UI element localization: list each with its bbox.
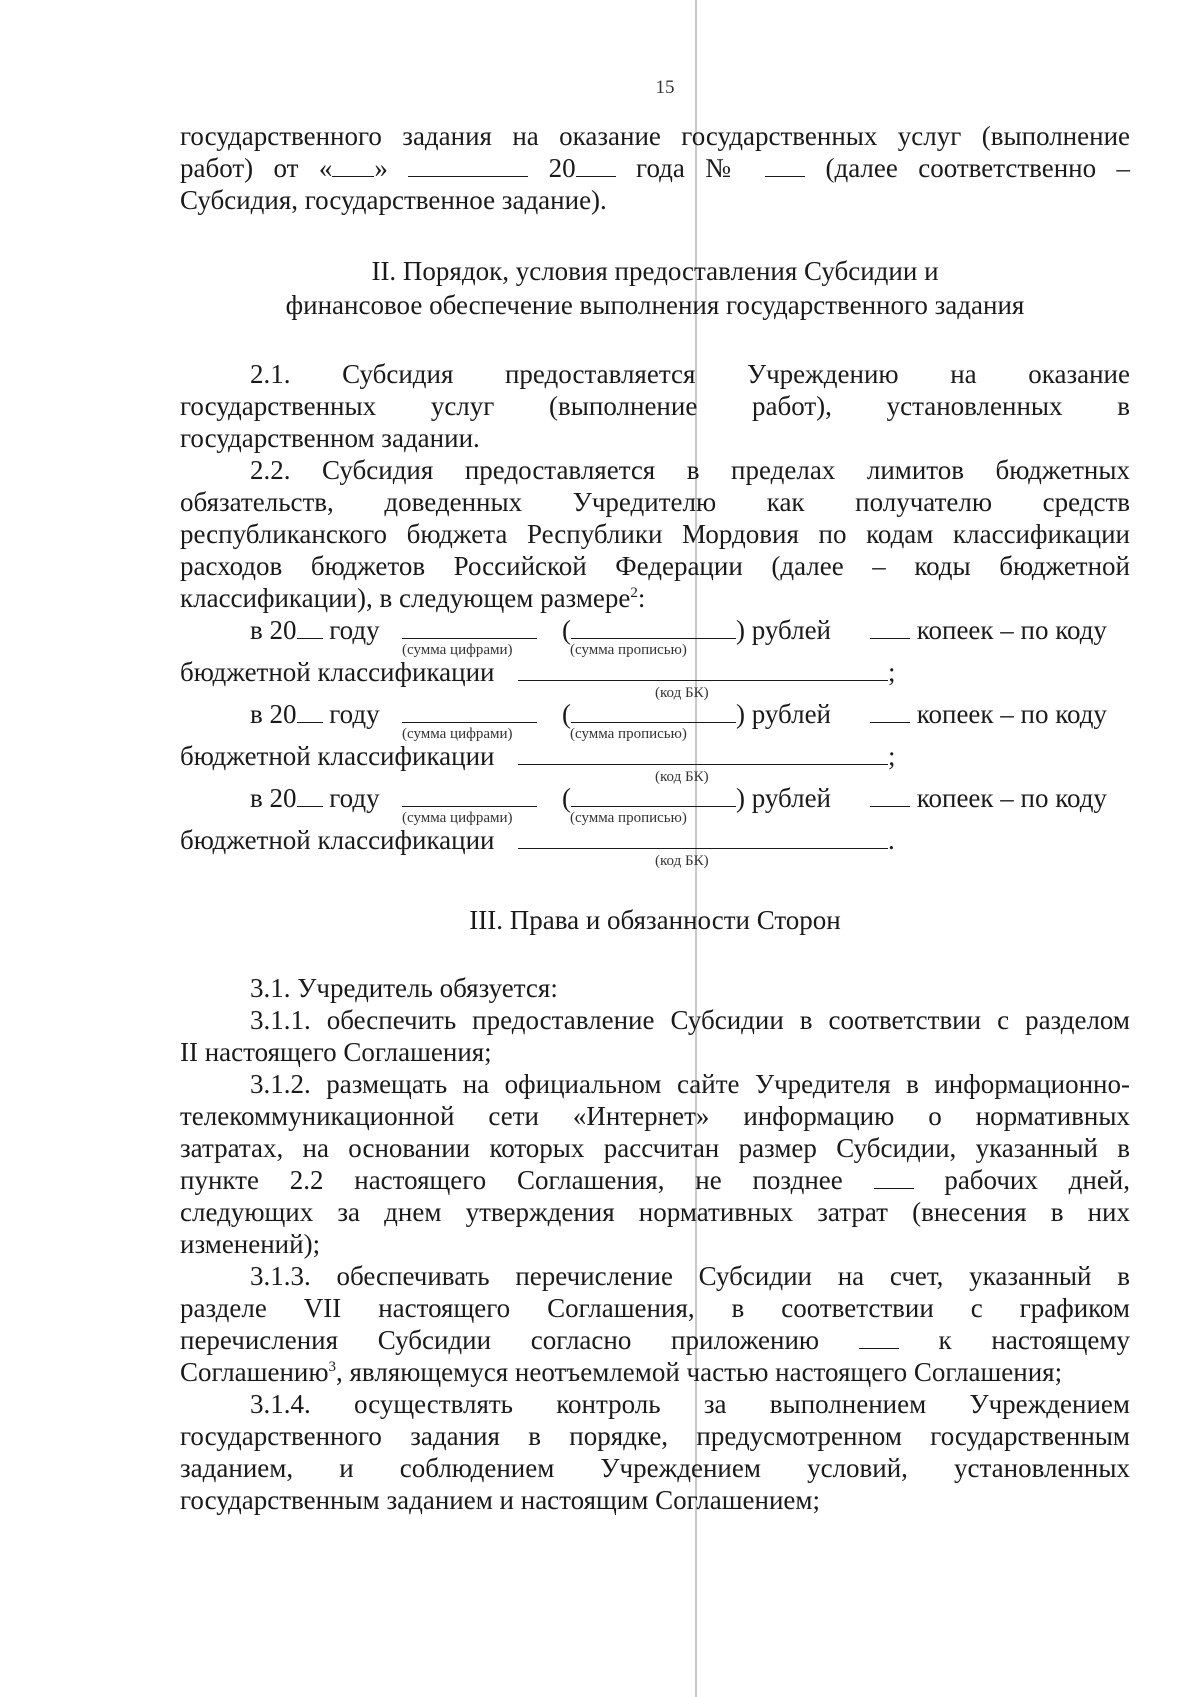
clause-3-1-3-line-3 [180,1324,1130,1356]
text-fragment: . [888,825,895,855]
budget-code-row [180,656,1130,701]
text-fragment: ) рублей [736,699,832,729]
amount-block-3 [180,782,1130,869]
section-2-heading [180,254,1130,322]
amount-block-1 [180,614,1130,701]
clause-3-1-2 [180,1068,1130,1260]
year-blank [576,154,616,177]
clause-2-2-line-5 [180,582,1130,614]
hint-bk-code: (код БК) [655,769,709,785]
text-fragment: классификации), в следующем размере [180,583,631,613]
clause-2-1-line-1: 2.1. Субсидия предоставляется Учреждению на оказание [250,359,1130,389]
clause-3-1-1 [180,1004,1130,1068]
clause-2-1 [180,358,1130,454]
text-fragment: ) рублей [736,783,832,813]
text-fragment: перечисления Субсидии согласно приложению [180,1325,820,1355]
text-fragment: ) рублей [736,615,832,645]
year-blank [297,784,323,807]
clause-3-1-1-line-2: II настоящего Соглашения; [180,1037,492,1067]
section-3-heading: III. Права и обязанности Сторон [469,905,841,935]
text-fragment: , являющемуся неотъемлемой частью настоящего Соглашения; [336,1357,1063,1387]
clause-2-2 [180,454,1130,614]
text-fragment: копеек – по коду [916,615,1107,645]
text-fragment: ( [562,783,571,813]
clause-3-1-4 [180,1388,1130,1516]
bk-label: бюджетной классификации [180,825,495,855]
text-fragment: рабочих дней, [944,1165,1131,1195]
bk-label: бюджетной классификации [180,741,495,771]
text-fragment: : [637,583,646,613]
year-blank [297,616,323,639]
section-2-title-line-1: II. Порядок, условия предоставления Субсидии и [371,256,939,286]
year-label [250,782,380,814]
text-fragment: в 20 [250,615,297,645]
text-fragment: ; [888,657,896,687]
budget-code-row [180,740,1130,785]
clause-2-1-line-2: государственных услуг (выполнение работ), установленных в [180,391,1130,421]
footnote-ref: 3 [328,1359,337,1375]
text-fragment: » [374,153,388,183]
month-blank [408,154,528,177]
sum-digits-blank [402,700,537,723]
page-number: 15 [655,77,675,98]
clause-3-1-3 [180,1260,1130,1388]
clause-3-1-2-line-5: следующих за днем утверждения нормативных затрат (внесения в них [180,1197,1130,1227]
document-body [180,120,1130,1516]
text-fragment: Соглашению [180,1357,329,1387]
section-2-title-line-2: финансовое обеспечение выполнения государственного задания [285,290,1025,320]
kopeks-blank [870,784,910,807]
days-blank [874,1166,914,1189]
year-label [250,614,380,646]
text-fragment: в 20 [250,783,297,813]
clause-3-1: 3.1. Учредитель обязуется: [250,973,558,1003]
intro-line-2 [180,152,1130,184]
hint-sum-words: (сумма прописью) [570,726,687,742]
text-fragment: году [329,783,380,813]
text-fragment: пункте 2.2 настоящего Соглашения, не позднее [180,1165,843,1195]
clause-2-2-line-3: республиканского бюджета Республики Мордовия по кодам классификации [180,519,1130,549]
text-fragment: году [329,699,380,729]
kopeks-blank [870,700,910,723]
clause-3-1-4-line-2: государственного задания в порядке, предусмотренном государственным [180,1421,1130,1451]
text-fragment: копеек – по коду [916,699,1107,729]
hint-bk-code: (код БК) [655,853,709,869]
year-blank [297,700,323,723]
clause-3-1-3-line-2: разделе VII настоящего Соглашения, в соответствии с графиком [180,1293,1130,1323]
hint-sum-digits: (сумма цифрами) [402,726,513,742]
clause-2-2-line-4: расходов бюджетов Российской Федерации (далее – коды бюджетной [180,551,1130,581]
footnote-ref: 2 [630,585,638,601]
intro-line-1: государственного задания на оказание государственных услуг (выполнение [180,121,1130,151]
sum-words-blank [571,784,736,807]
budget-code-row [180,824,1130,869]
clause-3-1-1-line-1: 3.1.1. обеспечить предоставление Субсидии в соответствии с разделом [250,1005,1130,1035]
text-fragment: в 20 [250,699,297,729]
text-fragment: (далее соответственно – [825,153,1131,183]
sum-words-blank [571,700,736,723]
intro-line-3: Субсидия, государственное задание). [180,185,607,215]
day-blank [332,154,374,177]
year-amount-row [180,698,1130,742]
clause-3-1-2-line-6: изменений); [180,1229,321,1259]
kopeks-blank [870,616,910,639]
hint-sum-digits: (сумма цифрами) [402,810,513,826]
hint-sum-digits: (сумма цифрами) [402,642,513,658]
clause-3-1-2-line-3: затратах, на основании которых рассчитан размер Субсидии, указанный в [180,1133,1130,1163]
number-blank [765,154,805,177]
sum-words-blank [571,616,736,639]
clause-2-2-line-2: обязательств, доведенных Учредителю как получателю средств [180,487,1130,517]
bk-label: бюджетной классификации [180,657,495,687]
text-fragment: ; [888,741,896,771]
clause-2-1-line-3: государственном задании. [180,423,480,453]
year-label [250,698,380,730]
text-fragment: году [329,615,380,645]
clause-3-1-4-line-3: заданием, и соблюдением Учреждением условий, установленных [180,1453,1130,1483]
clause-3-1-4-line-4: государственным заданием и настоящим Соглашением; [180,1485,820,1515]
sum-digits-blank [402,784,537,807]
hint-sum-words: (сумма прописью) [570,810,687,826]
bk-code-blank [518,658,888,681]
text-fragment: работ) от « [180,153,333,183]
clause-3-1-2-line-1: 3.1.2. размещать на официальном сайте Учредителя в информационно- [250,1069,1130,1099]
intro-paragraph [180,120,1130,216]
clause-3-1-4-line-1: 3.1.4. осуществлять контроль за выполнением Учреждением [250,1389,1130,1419]
bk-code-blank [518,826,888,849]
text-fragment: ( [562,699,571,729]
sum-digits-blank [402,616,537,639]
text-fragment: ( [562,615,571,645]
text-fragment: 20 [548,153,576,183]
hint-bk-code: (код БК) [655,685,709,701]
clause-2-2-line-1: 2.2. Субсидия предоставляется в пределах лимитов бюджетных [250,455,1130,485]
year-amount-row [180,614,1130,658]
clause-3-1-3-line-1: 3.1.3. обеспечивать перечисление Субсидии на счет, указанный в [250,1261,1130,1291]
clause-3-1-2-line-4 [180,1164,1130,1196]
text-fragment: к настоящему [938,1325,1131,1355]
hint-sum-words: (сумма прописью) [570,642,687,658]
clause-3-1-3-line-4 [180,1356,1130,1388]
year-amount-row [180,782,1130,826]
text-fragment: года № [636,153,745,183]
bk-code-blank [518,742,888,765]
appendix-blank [859,1326,899,1349]
clause-3-1-2-line-2: телекоммуникационной сети «Интернет» информацию о нормативных [180,1101,1130,1131]
text-fragment: копеек – по коду [916,783,1107,813]
amount-block-2 [180,698,1130,785]
